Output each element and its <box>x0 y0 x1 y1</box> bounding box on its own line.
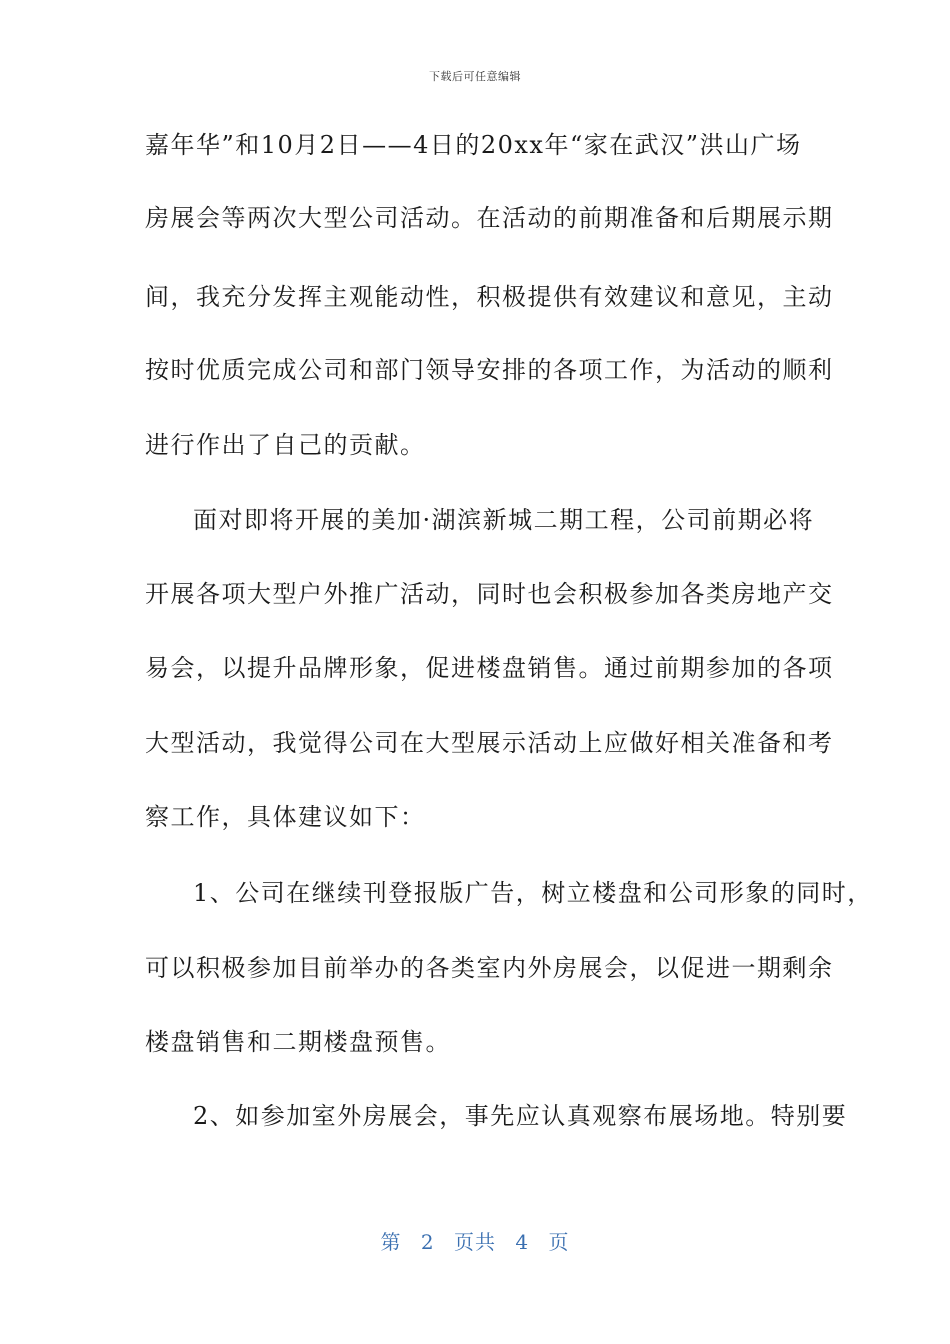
footer-middle: 页共 <box>454 1230 496 1254</box>
text-line: 房展会等两次大型公司活动。在活动的前期准备和后期展示期 <box>145 204 834 232</box>
paragraph-start-line: 面对即将开展的美加·湖滨新城二期工程，公司前期必将 <box>193 506 815 534</box>
text-line: 易会，以提升品牌形象，促进楼盘销售。通过前期参加的各项 <box>145 654 834 682</box>
text-line: 楼盘销售和二期楼盘预售。 <box>145 1028 451 1056</box>
text-line: 进行作出了自己的贡献。 <box>145 431 426 459</box>
footer-suffix: 页 <box>548 1230 570 1254</box>
footer-prefix: 第 <box>380 1230 402 1254</box>
text-line: 大型活动，我觉得公司在大型展示活动上应做好相关准备和考 <box>145 729 834 757</box>
text-line: 开展各项大型户外推广活动，同时也会积极参加各类房地产交 <box>145 580 834 608</box>
text-line: 嘉年华”和10月2日——4日的20xx年“家在武汉”洪山广场 <box>145 131 802 159</box>
text-line: 可以积极参加目前举办的各类室内外房展会，以促进一期剩余 <box>145 954 834 982</box>
list-item-1-line: 1、公司在继续刊登报版广告，树立楼盘和公司形象的同时， <box>193 879 873 907</box>
text-line: 按时优质完成公司和部门领导安排的各项工作，为活动的顺利 <box>145 356 834 384</box>
page-footer <box>0 1226 950 1255</box>
list-item-2-line: 2、如参加室外房展会，事先应认真观察布展场地。特别要 <box>193 1102 848 1130</box>
text-line: 察工作，具体建议如下： <box>145 803 426 831</box>
footer-current-page: 2 <box>420 1230 435 1254</box>
text-line: 间，我充分发挥主观能动性，积极提供有效建议和意见，主动 <box>145 283 834 311</box>
footer-total-pages: 4 <box>515 1230 530 1254</box>
header-note: 下载后可任意编辑 <box>429 70 521 83</box>
